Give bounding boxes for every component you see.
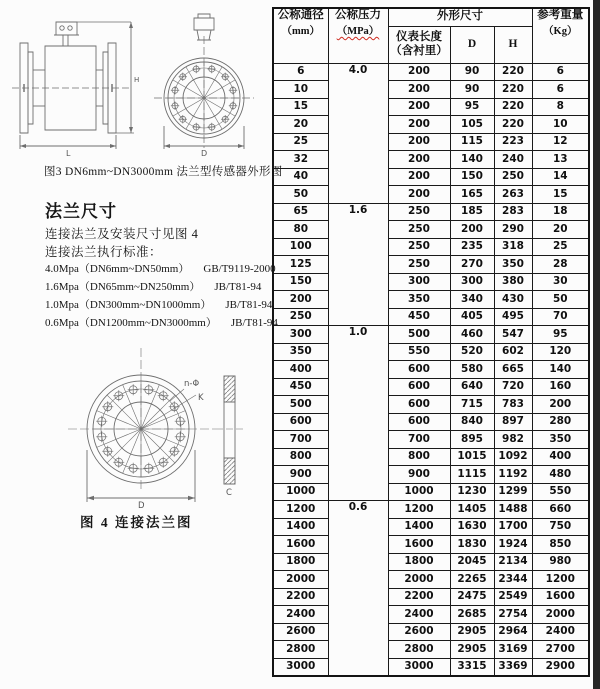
- d-cell: 1230: [450, 483, 494, 501]
- length-cell: 700: [388, 431, 450, 449]
- table-row: [273, 203, 589, 221]
- weight-cell: 10: [532, 116, 589, 134]
- length-cell: 600: [388, 413, 450, 431]
- table-row: [273, 641, 589, 659]
- table-row: [273, 81, 589, 99]
- length-cell: 1000: [388, 483, 450, 501]
- standard-code: JB/T81-94: [214, 281, 262, 293]
- weight-cell: 15: [532, 186, 589, 204]
- header-d: D: [450, 26, 494, 63]
- standard-range: 1.6Mpa（DN65mm~DN250mm）: [45, 281, 201, 293]
- fig4-label-C: C: [226, 488, 232, 498]
- h-cell: 220: [494, 81, 532, 99]
- header-outline-dimensions: 外形尺寸: [388, 8, 532, 26]
- length-cell: 250: [388, 256, 450, 274]
- d-cell: 2905: [450, 623, 494, 641]
- standard-item: [45, 314, 278, 330]
- pressure-cell: 1.6: [328, 203, 388, 326]
- standard-code: GB/T9119-2000: [203, 263, 276, 275]
- weight-cell: 750: [532, 518, 589, 536]
- h-cell: 1092: [494, 448, 532, 466]
- dn-cell: 20: [273, 116, 328, 134]
- length-cell: 200: [388, 168, 450, 186]
- weight-cell: 13: [532, 151, 589, 169]
- dn-cell: 15: [273, 98, 328, 116]
- weight-cell: 2900: [532, 658, 589, 676]
- dn-cell: 600: [273, 413, 328, 431]
- dn-cell: 2200: [273, 588, 328, 606]
- dn-cell: 900: [273, 466, 328, 484]
- table-row: [273, 186, 589, 204]
- d-cell: 2905: [450, 641, 494, 659]
- table-row: [273, 536, 589, 554]
- length-cell: 900: [388, 466, 450, 484]
- h-cell: 2344: [494, 571, 532, 589]
- d-cell: 300: [450, 273, 494, 291]
- fig4-label-K: K: [198, 393, 204, 403]
- dn-cell: 400: [273, 361, 328, 379]
- flange-dimensions-table: [272, 7, 590, 677]
- flange-standard-line: 连接法兰执行标准：: [45, 245, 163, 259]
- weight-cell: 8: [532, 98, 589, 116]
- length-cell: 200: [388, 133, 450, 151]
- header-h: H: [494, 26, 532, 63]
- d-cell: 3315: [450, 658, 494, 676]
- fig3-dim-L: L: [66, 149, 71, 158]
- table-row: [273, 606, 589, 624]
- dn-cell: 50: [273, 186, 328, 204]
- table-row: [273, 343, 589, 361]
- h-cell: 720: [494, 378, 532, 396]
- d-cell: 1630: [450, 518, 494, 536]
- d-cell: 1115: [450, 466, 494, 484]
- d-cell: 115: [450, 133, 494, 151]
- length-cell: 550: [388, 343, 450, 361]
- table-row: [273, 396, 589, 414]
- d-cell: 895: [450, 431, 494, 449]
- weight-cell: 12: [532, 133, 589, 151]
- h-cell: 897: [494, 413, 532, 431]
- weight-cell: 28: [532, 256, 589, 274]
- h-cell: 1299: [494, 483, 532, 501]
- length-cell: 3000: [388, 658, 450, 676]
- table-row: [273, 448, 589, 466]
- table-row: [273, 501, 589, 519]
- h-cell: 220: [494, 116, 532, 134]
- h-cell: 283: [494, 203, 532, 221]
- length-cell: 300: [388, 273, 450, 291]
- dn-cell: 100: [273, 238, 328, 256]
- standard-item: [45, 260, 276, 276]
- h-cell: 1700: [494, 518, 532, 536]
- length-cell: 250: [388, 238, 450, 256]
- table-row: [273, 256, 589, 274]
- dn-cell: 350: [273, 343, 328, 361]
- dn-cell: 10: [273, 81, 328, 99]
- weight-cell: 980: [532, 553, 589, 571]
- length-cell: 800: [388, 448, 450, 466]
- d-cell: 520: [450, 343, 494, 361]
- flange-install-line: 连接法兰及安装尺寸见图 4: [45, 227, 199, 241]
- standard-item: [45, 278, 261, 294]
- weight-cell: 1200: [532, 571, 589, 589]
- h-cell: 495: [494, 308, 532, 326]
- pressure-cell: 4.0: [328, 63, 388, 203]
- figure3-sensor-drawing: [8, 8, 264, 158]
- h-cell: 318: [494, 238, 532, 256]
- length-cell: 600: [388, 361, 450, 379]
- length-cell: 200: [388, 151, 450, 169]
- weight-cell: 850: [532, 536, 589, 554]
- h-cell: 2134: [494, 553, 532, 571]
- table-row: [273, 133, 589, 151]
- weight-cell: 6: [532, 63, 589, 81]
- dn-cell: 3000: [273, 658, 328, 676]
- weight-cell: 480: [532, 466, 589, 484]
- standard-code: JB/T81-94: [225, 299, 273, 311]
- h-cell: 220: [494, 98, 532, 116]
- figure4-caption: 图 4 连接法兰图: [80, 515, 193, 530]
- length-cell: 1200: [388, 501, 450, 519]
- fig3-dim-H: H: [134, 76, 140, 84]
- d-cell: 715: [450, 396, 494, 414]
- table-row: [273, 623, 589, 641]
- table-row: [273, 273, 589, 291]
- weight-cell: 50: [532, 291, 589, 309]
- h-cell: 602: [494, 343, 532, 361]
- dn-cell: 2000: [273, 571, 328, 589]
- d-cell: 185: [450, 203, 494, 221]
- weight-cell: 200: [532, 396, 589, 414]
- standard-range: 4.0Mpa（DN6mm~DN50mm）: [45, 263, 190, 275]
- h-cell: 1192: [494, 466, 532, 484]
- weight-cell: 25: [532, 238, 589, 256]
- h-cell: 220: [494, 63, 532, 81]
- d-cell: 460: [450, 326, 494, 344]
- table-row: [273, 571, 589, 589]
- figure4-flange-drawing: [56, 338, 266, 510]
- table-row: [273, 553, 589, 571]
- header-nominal-pressure: 公称压力 （MPa）: [328, 8, 388, 63]
- fig3-dim-D: D: [201, 149, 208, 158]
- table-row: [273, 63, 589, 81]
- d-cell: 580: [450, 361, 494, 379]
- d-cell: 340: [450, 291, 494, 309]
- table-row: [273, 483, 589, 501]
- d-cell: 1015: [450, 448, 494, 466]
- weight-cell: 95: [532, 326, 589, 344]
- fig4-label-D: D: [138, 501, 145, 510]
- weight-cell: 2700: [532, 641, 589, 659]
- table-row: [273, 151, 589, 169]
- weight-cell: 160: [532, 378, 589, 396]
- length-cell: 500: [388, 326, 450, 344]
- length-cell: 2400: [388, 606, 450, 624]
- table-row: [273, 168, 589, 186]
- h-cell: 2549: [494, 588, 532, 606]
- weight-cell: 400: [532, 448, 589, 466]
- standard-item: [45, 296, 272, 312]
- dn-cell: 500: [273, 396, 328, 414]
- dn-cell: 65: [273, 203, 328, 221]
- table-row: [273, 378, 589, 396]
- figure3-caption: 图3 DN6mm~DN3000mm 法兰型传感器外形图: [44, 166, 283, 178]
- d-cell: 405: [450, 308, 494, 326]
- d-cell: 840: [450, 413, 494, 431]
- spellcheck-underline: （MPa）: [336, 25, 380, 37]
- scan-edge-bar: [593, 0, 600, 689]
- dn-cell: 1600: [273, 536, 328, 554]
- dn-cell: 1800: [273, 553, 328, 571]
- d-cell: 2265: [450, 571, 494, 589]
- dn-cell: 1000: [273, 483, 328, 501]
- h-cell: 290: [494, 221, 532, 239]
- dn-cell: 700: [273, 431, 328, 449]
- h-cell: 3369: [494, 658, 532, 676]
- standard-range: 0.6Mpa（DN1200mm~DN3000mm）: [45, 317, 217, 329]
- d-cell: 1830: [450, 536, 494, 554]
- weight-cell: 70: [532, 308, 589, 326]
- length-cell: 2800: [388, 641, 450, 659]
- table-row: [273, 98, 589, 116]
- pressure-cell: 1.0: [328, 326, 388, 501]
- h-cell: 250: [494, 168, 532, 186]
- dn-cell: 2600: [273, 623, 328, 641]
- weight-cell: 120: [532, 343, 589, 361]
- dn-cell: 450: [273, 378, 328, 396]
- table-row: [273, 466, 589, 484]
- length-cell: 600: [388, 378, 450, 396]
- length-cell: 1400: [388, 518, 450, 536]
- weight-cell: 140: [532, 361, 589, 379]
- h-cell: 547: [494, 326, 532, 344]
- d-cell: 1405: [450, 501, 494, 519]
- dn-cell: 80: [273, 221, 328, 239]
- length-cell: 200: [388, 63, 450, 81]
- weight-cell: 6: [532, 81, 589, 99]
- pressure-cell: 0.6: [328, 501, 388, 676]
- dn-cell: 125: [273, 256, 328, 274]
- length-cell: 350: [388, 291, 450, 309]
- d-cell: 105: [450, 116, 494, 134]
- table-row: [273, 291, 589, 309]
- length-cell: 250: [388, 221, 450, 239]
- h-cell: 2754: [494, 606, 532, 624]
- dn-cell: 1400: [273, 518, 328, 536]
- dn-cell: 6: [273, 63, 328, 81]
- dn-cell: 200: [273, 291, 328, 309]
- table-row: [273, 413, 589, 431]
- dn-cell: 2400: [273, 606, 328, 624]
- h-cell: 665: [494, 361, 532, 379]
- d-cell: 2045: [450, 553, 494, 571]
- table-row: [273, 116, 589, 134]
- table-row: [273, 588, 589, 606]
- length-cell: 600: [388, 396, 450, 414]
- h-cell: 783: [494, 396, 532, 414]
- weight-cell: 14: [532, 168, 589, 186]
- table-row: [273, 518, 589, 536]
- table-row: [273, 361, 589, 379]
- weight-cell: 1600: [532, 588, 589, 606]
- d-cell: 640: [450, 378, 494, 396]
- d-cell: 200: [450, 221, 494, 239]
- length-cell: 2600: [388, 623, 450, 641]
- table-row: [273, 238, 589, 256]
- dn-cell: 300: [273, 326, 328, 344]
- weight-cell: 660: [532, 501, 589, 519]
- length-cell: 200: [388, 116, 450, 134]
- dn-cell: 2800: [273, 641, 328, 659]
- h-cell: 380: [494, 273, 532, 291]
- h-cell: 223: [494, 133, 532, 151]
- d-cell: 2475: [450, 588, 494, 606]
- table-row: [273, 658, 589, 676]
- h-cell: 350: [494, 256, 532, 274]
- weight-cell: 30: [532, 273, 589, 291]
- d-cell: 165: [450, 186, 494, 204]
- d-cell: 235: [450, 238, 494, 256]
- weight-cell: 2400: [532, 623, 589, 641]
- weight-cell: 18: [532, 203, 589, 221]
- h-cell: 240: [494, 151, 532, 169]
- flange-size-heading: 法兰尺寸: [45, 202, 117, 221]
- h-cell: 263: [494, 186, 532, 204]
- header-reference-weight: 参考重量 （Kg）: [532, 8, 589, 63]
- table-row: [273, 221, 589, 239]
- table-row: [273, 326, 589, 344]
- d-cell: 150: [450, 168, 494, 186]
- weight-cell: 550: [532, 483, 589, 501]
- length-cell: 450: [388, 308, 450, 326]
- h-cell: 1924: [494, 536, 532, 554]
- dn-cell: 800: [273, 448, 328, 466]
- fig4-label-holes: n-Φ: [184, 379, 200, 389]
- h-cell: 2964: [494, 623, 532, 641]
- length-cell: 1600: [388, 536, 450, 554]
- weight-cell: 350: [532, 431, 589, 449]
- h-cell: 430: [494, 291, 532, 309]
- d-cell: 90: [450, 63, 494, 81]
- table-row: [273, 308, 589, 326]
- dn-cell: 25: [273, 133, 328, 151]
- d-cell: 95: [450, 98, 494, 116]
- d-cell: 90: [450, 81, 494, 99]
- dn-cell: 32: [273, 151, 328, 169]
- weight-cell: 280: [532, 413, 589, 431]
- flange-table-body: [273, 63, 589, 676]
- dn-cell: 150: [273, 273, 328, 291]
- d-cell: 140: [450, 151, 494, 169]
- length-cell: 200: [388, 98, 450, 116]
- length-cell: 200: [388, 186, 450, 204]
- dn-cell: 250: [273, 308, 328, 326]
- d-cell: 2685: [450, 606, 494, 624]
- standard-range: 1.0Mpa（DN300mm~DN1000mm）: [45, 299, 212, 311]
- header-meter-length: 仪表长度 （含衬里）: [388, 26, 450, 63]
- dn-cell: 40: [273, 168, 328, 186]
- header-nominal-diameter: 公称通径 （mm）: [273, 8, 328, 63]
- length-cell: 1800: [388, 553, 450, 571]
- dn-cell: 1200: [273, 501, 328, 519]
- weight-cell: 2000: [532, 606, 589, 624]
- length-cell: 250: [388, 203, 450, 221]
- h-cell: 3169: [494, 641, 532, 659]
- h-cell: 1488: [494, 501, 532, 519]
- table-row: [273, 431, 589, 449]
- length-cell: 2000: [388, 571, 450, 589]
- d-cell: 270: [450, 256, 494, 274]
- weight-cell: 20: [532, 221, 589, 239]
- length-cell: 2200: [388, 588, 450, 606]
- length-cell: 200: [388, 81, 450, 99]
- standard-code: JB/T81-94: [230, 317, 278, 329]
- h-cell: 982: [494, 431, 532, 449]
